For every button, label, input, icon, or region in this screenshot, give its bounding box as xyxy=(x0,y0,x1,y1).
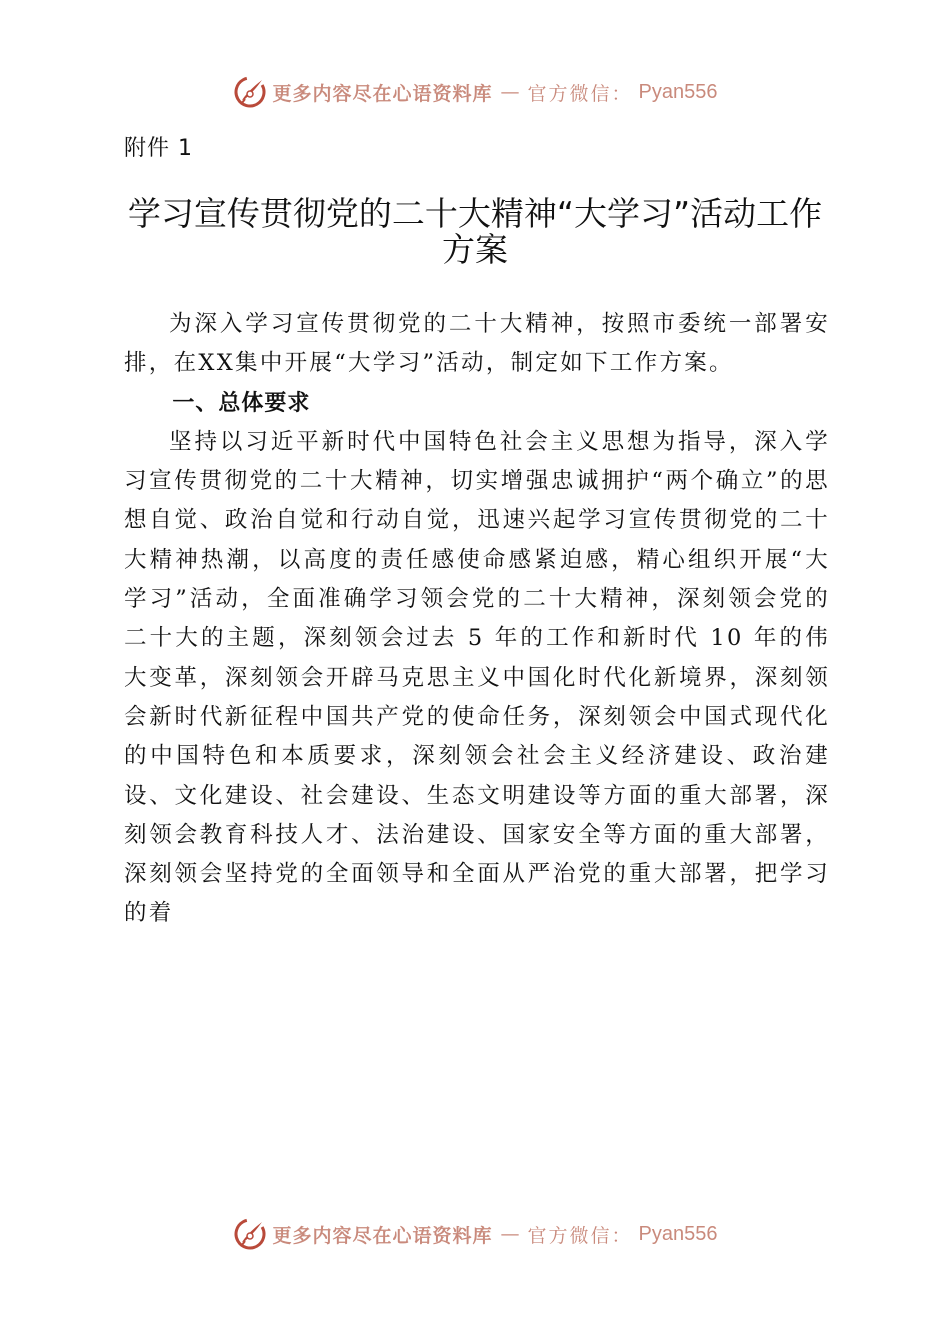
intro-paragraph: 为深入学习宣传贯彻党的二十大精神，按照市委统一部署安排，在XX集中开展“大学习”活动，制定如下工作方案。 xyxy=(124,311,830,377)
watermark-text: 更多内容尽在心语资料库 xyxy=(272,82,493,105)
watermark-separator: — xyxy=(500,81,520,103)
document-title: 学习宣传贯彻党的二十大精神“大学习”活动工作方案 xyxy=(127,194,823,269)
watermark-contact-label: 官方微信： xyxy=(527,82,633,105)
quill-seal-icon xyxy=(233,1217,267,1251)
document-body xyxy=(124,305,830,934)
watermark-banner-bottom xyxy=(0,1214,950,1254)
watermark-contact-id: Pyan556 xyxy=(638,1222,718,1245)
watermark-banner-top xyxy=(0,72,950,112)
watermark-contact-label: 官方微信： xyxy=(527,1224,633,1247)
watermark-text: 更多内容尽在心语资料库 xyxy=(272,1224,493,1247)
section-paragraph: 坚持以习近平新时代中国特色社会主义思想为指导，深入学习宣传贯彻党的二十大精神，切实增强忠诚拥护“两个确立”的思想自觉、政治自觉和行动自觉，迅速兴起学习宣传贯彻党的二十大精神热潮，以高度的责任感使命感紧迫感，精心组织开展“大学习”活动，全面准确学习领会党的二十大精神，深刻领会党的二十大的主题，深刻领会过去 5 年的工作和新时代 10 年的伟大变革，深刻领会开辟马克思主义中国化时代化新境界，深刻领会新时代新征程中国共产党的使命任务，深刻领会中国式现代化的中国特色和本质要求，深刻领会社会主义经济建设、政治建设、文化建设、社会建设、生态文明建设等方面的重大部署，深刻领会教育科技人才、法治建设、国家安全等方面的重大部署，深刻领会坚持党的全面领导和全面从严治党的重大部署，把学习的着 xyxy=(124,428,830,927)
watermark-contact-id: Pyan556 xyxy=(638,80,718,103)
attachment-label: 附件 1 xyxy=(124,136,193,161)
watermark-separator: — xyxy=(500,1223,520,1245)
quill-seal-icon xyxy=(233,75,267,109)
section-heading-general-requirements: 一、总体要求 xyxy=(172,390,311,416)
